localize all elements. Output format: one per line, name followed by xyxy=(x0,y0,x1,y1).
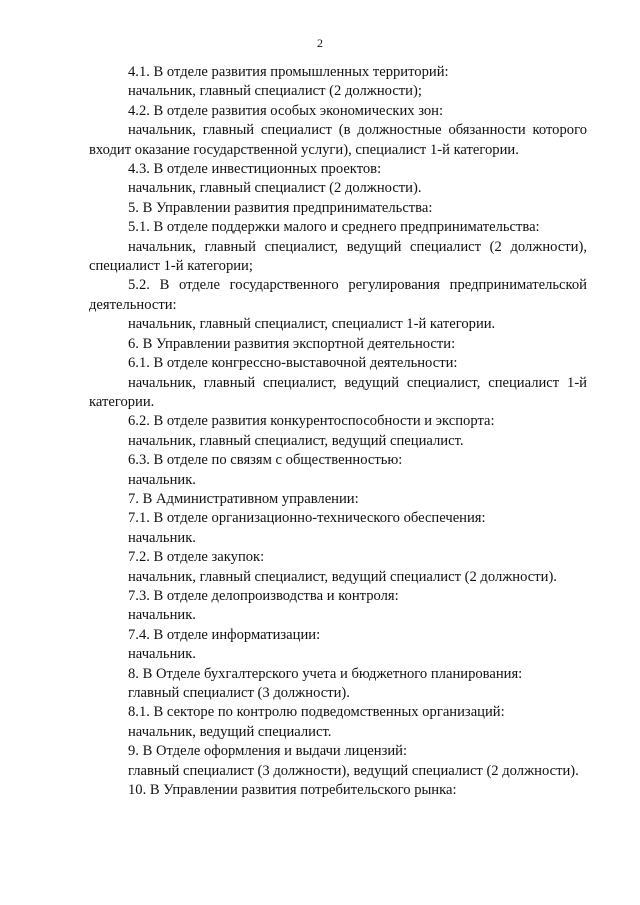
page-number: 2 xyxy=(317,36,323,50)
paragraph-4-3-heading: 4.3. В отделе инвестиционных проектов: xyxy=(128,161,382,178)
paragraph-5-2-positions: начальник, главный специалист, специалист 1-й категории. xyxy=(128,316,496,333)
paragraph-6-3-heading: 6.3. В отделе по связям с общественностью: xyxy=(128,452,403,469)
paragraph-6-2-heading: 6.2. В отделе развития конкурентоспособности и экспорта: xyxy=(128,413,495,430)
paragraph-5-1-positions: начальник, главный специалист, ведущий специалист (2 должности), специалист 1-й категории; xyxy=(89,238,587,275)
paragraph-8-heading: 8. В Отделе бухгалтерского учета и бюджетного планирования: xyxy=(128,665,523,682)
paragraph-7-4-heading: 7.4. В отделе информатизации: xyxy=(128,626,321,643)
paragraph-6-2-positions: начальник, главный специалист, ведущий специалист. xyxy=(128,432,464,449)
paragraph-6-3-positions: начальник. xyxy=(128,471,196,488)
paragraph-9-positions: главный специалист (3 должности), ведущий специалист (2 должности). xyxy=(128,762,579,779)
paragraph-5-2-heading: 5.2. В отделе государственного регулирования предпринимательской деятельности: xyxy=(89,277,587,313)
paragraph-8-1-positions: начальник, ведущий специалист. xyxy=(128,723,332,740)
document-body xyxy=(89,63,587,800)
paragraph-8-1-heading: 8.1. В секторе по контролю подведомственных организаций: xyxy=(128,704,505,721)
paragraph-4-1-positions: начальник, главный специалист (2 должности); xyxy=(128,83,422,100)
paragraph-10-heading: 10. В Управлении развития потребительского рынка: xyxy=(128,782,457,799)
paragraph-4-2-heading: 4.2. В отделе развития особых экономических зон: xyxy=(128,102,444,119)
paragraph-7-4-positions: начальник. xyxy=(128,646,196,663)
paragraph-7-heading: 7. В Административном управлении: xyxy=(128,490,359,507)
paragraph-7-3-heading: 7.3. В отделе делопроизводства и контроля: xyxy=(128,587,399,604)
paragraph-6-1-positions: начальник, главный специалист, ведущий специалист, специалист 1-й категории. xyxy=(89,374,587,410)
paragraph-8-positions: главный специалист (3 должности). xyxy=(128,685,350,701)
paragraph-7-3-positions: начальник. xyxy=(128,607,196,624)
paragraph-9-heading: 9. В Отделе оформления и выдачи лицензий: xyxy=(128,743,408,760)
paragraph-4-2-positions: начальник, главный специалист (в должностные обязанности которого входит оказание государственной услуги), специалист 1-й категории. xyxy=(89,122,587,158)
paragraph-4-1-heading: 4.1. В отделе развития промышленных территорий: xyxy=(128,64,449,80)
paragraph-5-heading: 5. В Управлении развития предпринимательства: xyxy=(128,199,433,216)
paragraph-7-2-heading: 7.2. В отделе закупок: xyxy=(128,549,265,566)
paragraph-7-1-heading: 7.1. В отделе организационно-технического обеспечения: xyxy=(128,510,486,527)
paragraph-7-2-positions: начальник, главный специалист, ведущий специалист (2 должности). xyxy=(128,568,557,585)
paragraph-6-heading: 6. В Управлении развития экспортной деятельности: xyxy=(128,335,456,352)
paragraph-4-3-positions: начальник, главный специалист (2 должности). xyxy=(128,180,422,197)
paragraph-5-1-heading: 5.1. В отделе поддержки малого и среднего предпринимательства: xyxy=(128,219,540,236)
paragraph-7-1-positions: начальник. xyxy=(128,529,196,546)
paragraph-6-1-heading: 6.1. В отделе конгрессно-выставочной деятельности: xyxy=(128,355,458,372)
